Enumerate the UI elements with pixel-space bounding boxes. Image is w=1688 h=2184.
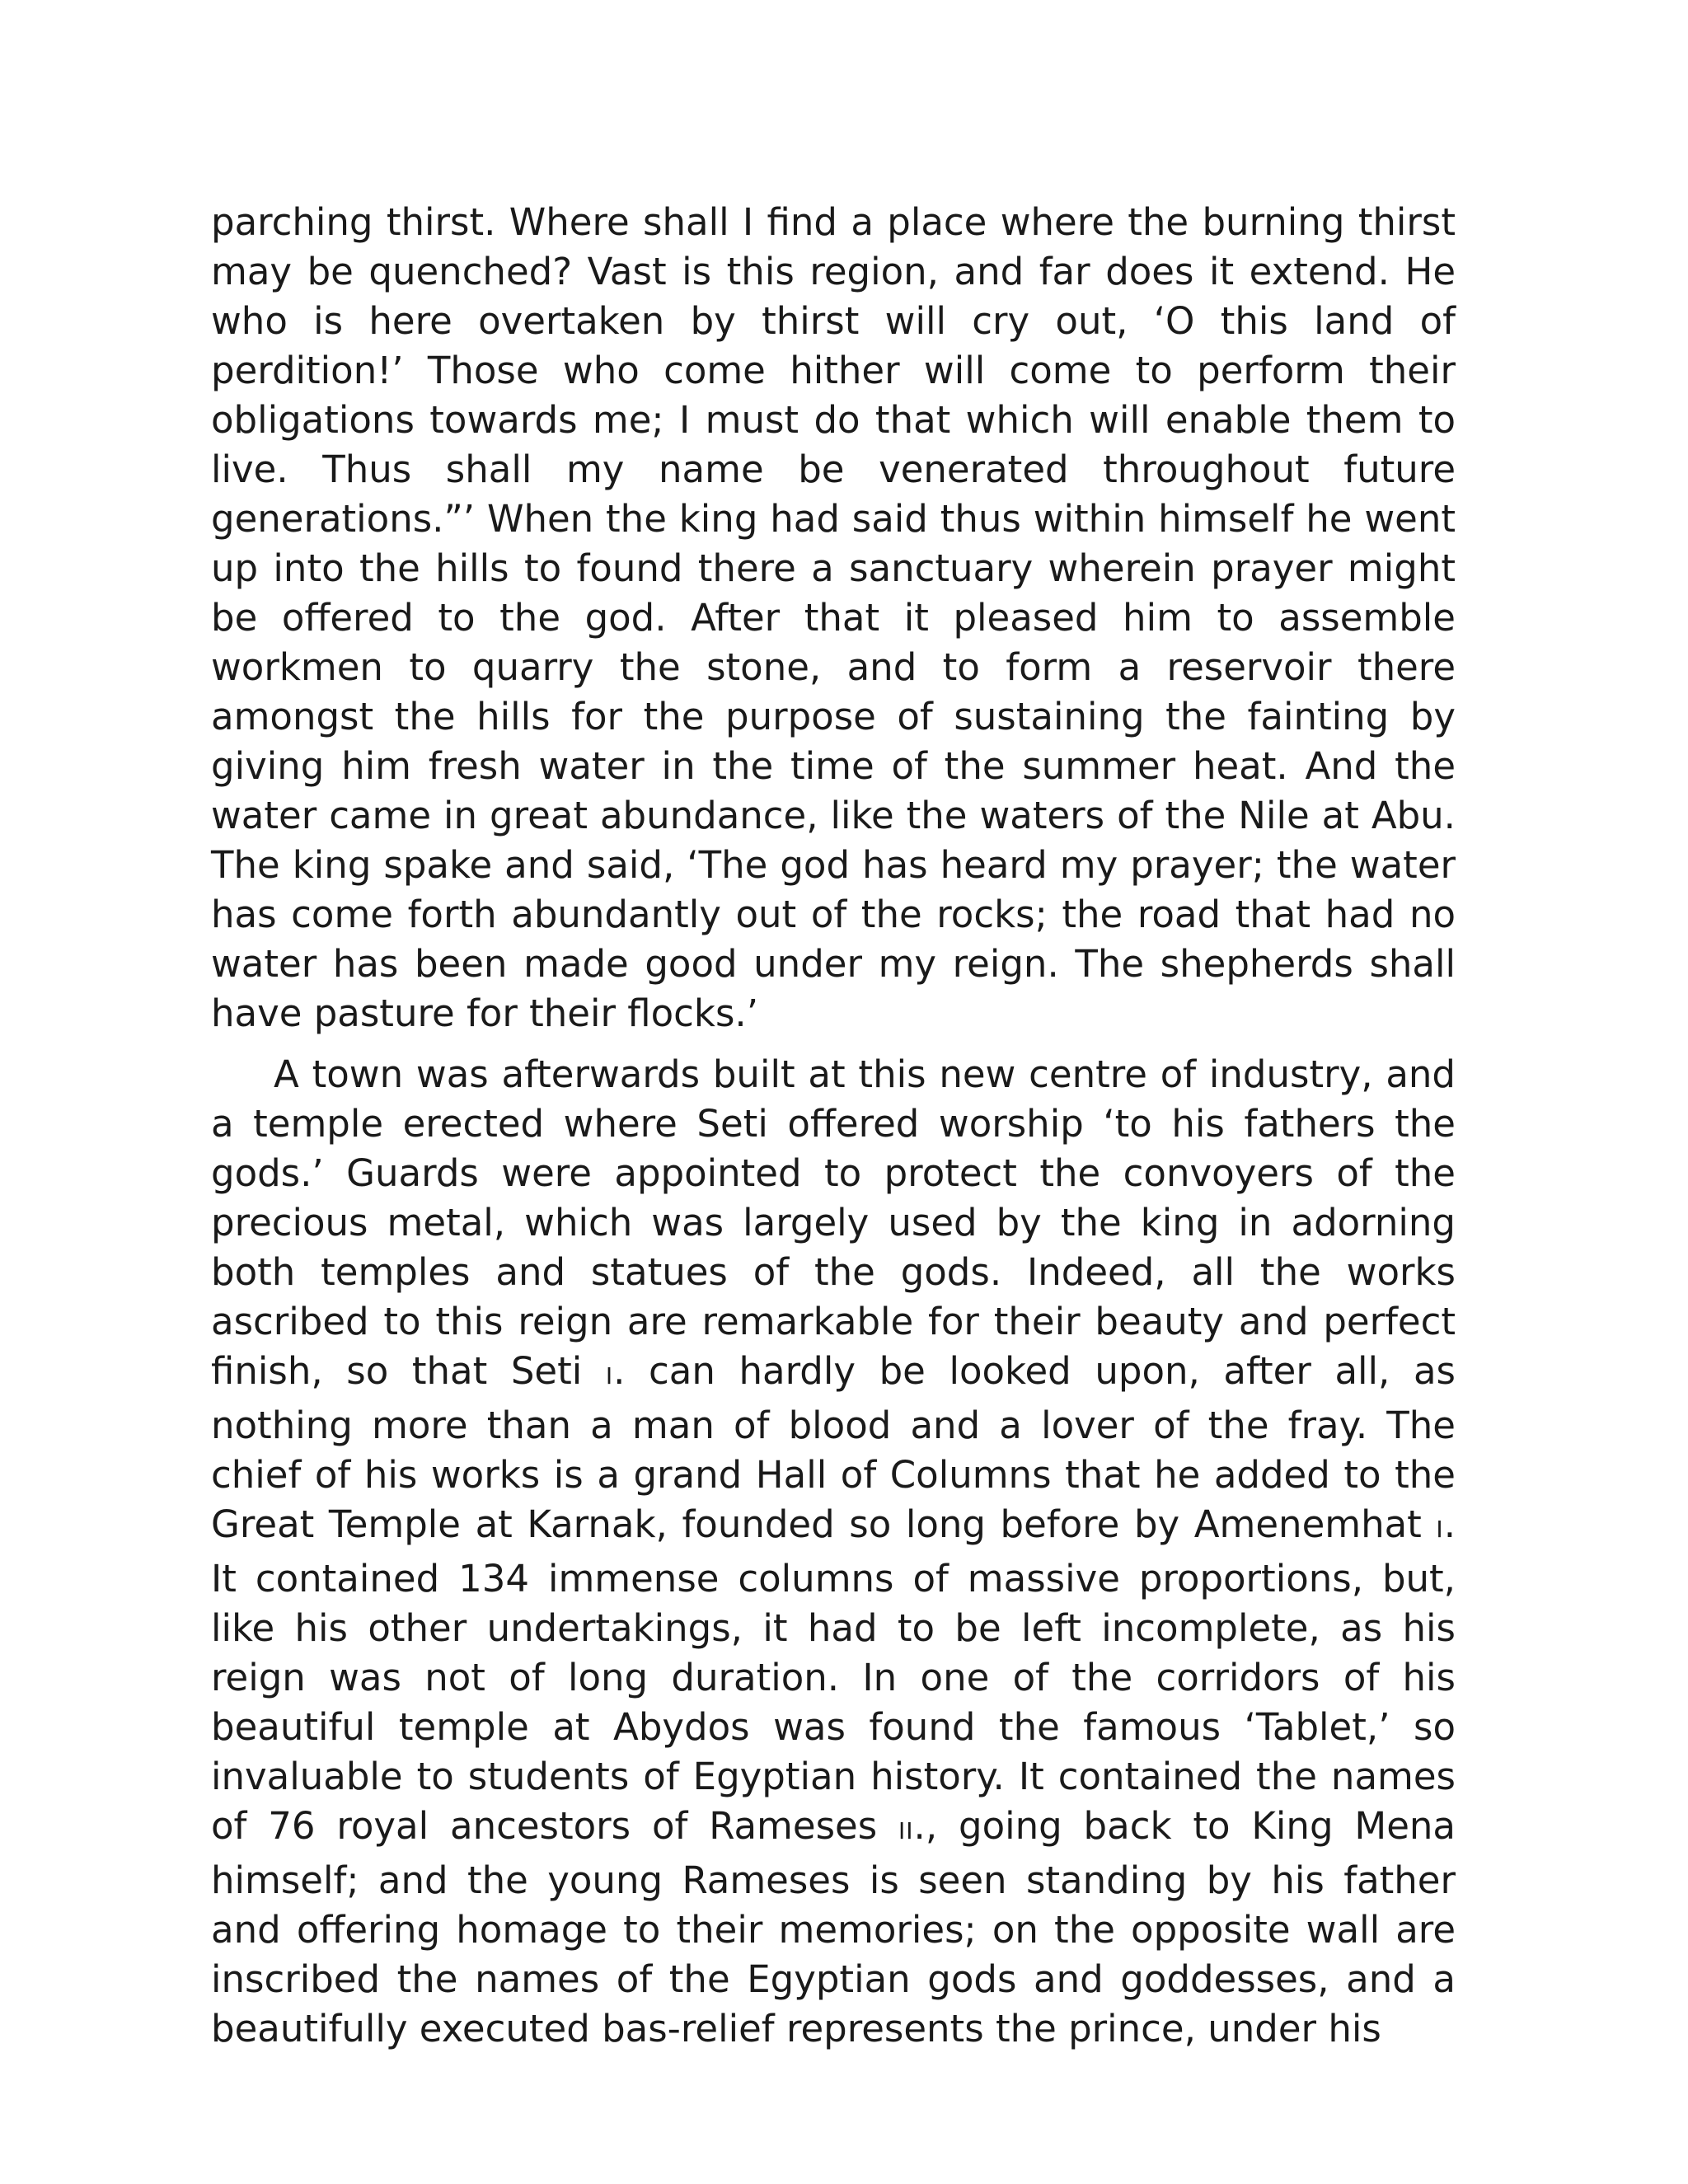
text-run: ., going back to King Mena himself; and the young Rameses is seen standing by his father and offering homage to their memories; on the opposite wall are inscribed the names of the Egyptian gods and goddesses, and a beautifully executed bas-relief represents the prince, under his (211, 1804, 1456, 2050)
paragraph (211, 1050, 1456, 2054)
text-run: . It contained 134 immense columns of massive proportions, but, like his other undertakings, it had to be left incomplete, as his reign was not of long duration. In one of the corridors of his beautiful temple at Abydos was found the famous ‘Tablet,’ so invaluable to students of Egyptian history. It contained the names of 76 royal ancestors of Rameses (211, 1502, 1456, 1848)
text-run: parching thirst. Where shall I find a place where the burning thirst may be quenched? Vast is this region, and far does it extend. He who is here overtaken by thirst will cry out, ‘O this land of perdition!’ Those who come hither will come to perform their obligations towards me; I must do that which will enable them to live. Thus shall my name be venerated throughout future generations.”’ When the king had said thus within himself he went up into the hills to found there a sanctuary wherein prayer might be offered to the god. After that it pleased him to assemble workmen to quarry the stone, and to form a reservoir there amongst the hills for the purpose of sustaining the fainting by giving him fresh water in the time of the summer heat. And the water came in great abundance, like the waters of the Nile at Abu. The king spake and said, ‘The god has heard my prayer; the water has come forth abundantly out of the rocks; the road that had no water has been made good under my reign. The shepherds shall have pasture for their flocks.’ (211, 200, 1456, 1035)
body-text (211, 198, 1456, 2054)
paragraph (211, 198, 1456, 1038)
roman-numeral: I (1436, 1516, 1444, 1543)
roman-numeral: II (898, 1817, 914, 1844)
text-run: A town was afterwards built at this new centre of industry, and a temple erected where Seti offered worship ‘to his fathers the gods.’ Guards were appointed to protect the convoyers of the precious metal, which was largely used by the king in adorning both temples and statues of the gods. Indeed, all the works ascribed to this reign are remarkable for their beauty and perfect finish, so that Seti (211, 1052, 1456, 1393)
text-run: . can hardly be looked upon, after all, as nothing more than a man of blood and a lover of the fray. The chief of his works is a grand Hall of Columns that he added to the Great Temple at Karnak, founded so long before by Amenemhat (211, 1349, 1456, 1546)
roman-numeral: I (605, 1362, 614, 1390)
